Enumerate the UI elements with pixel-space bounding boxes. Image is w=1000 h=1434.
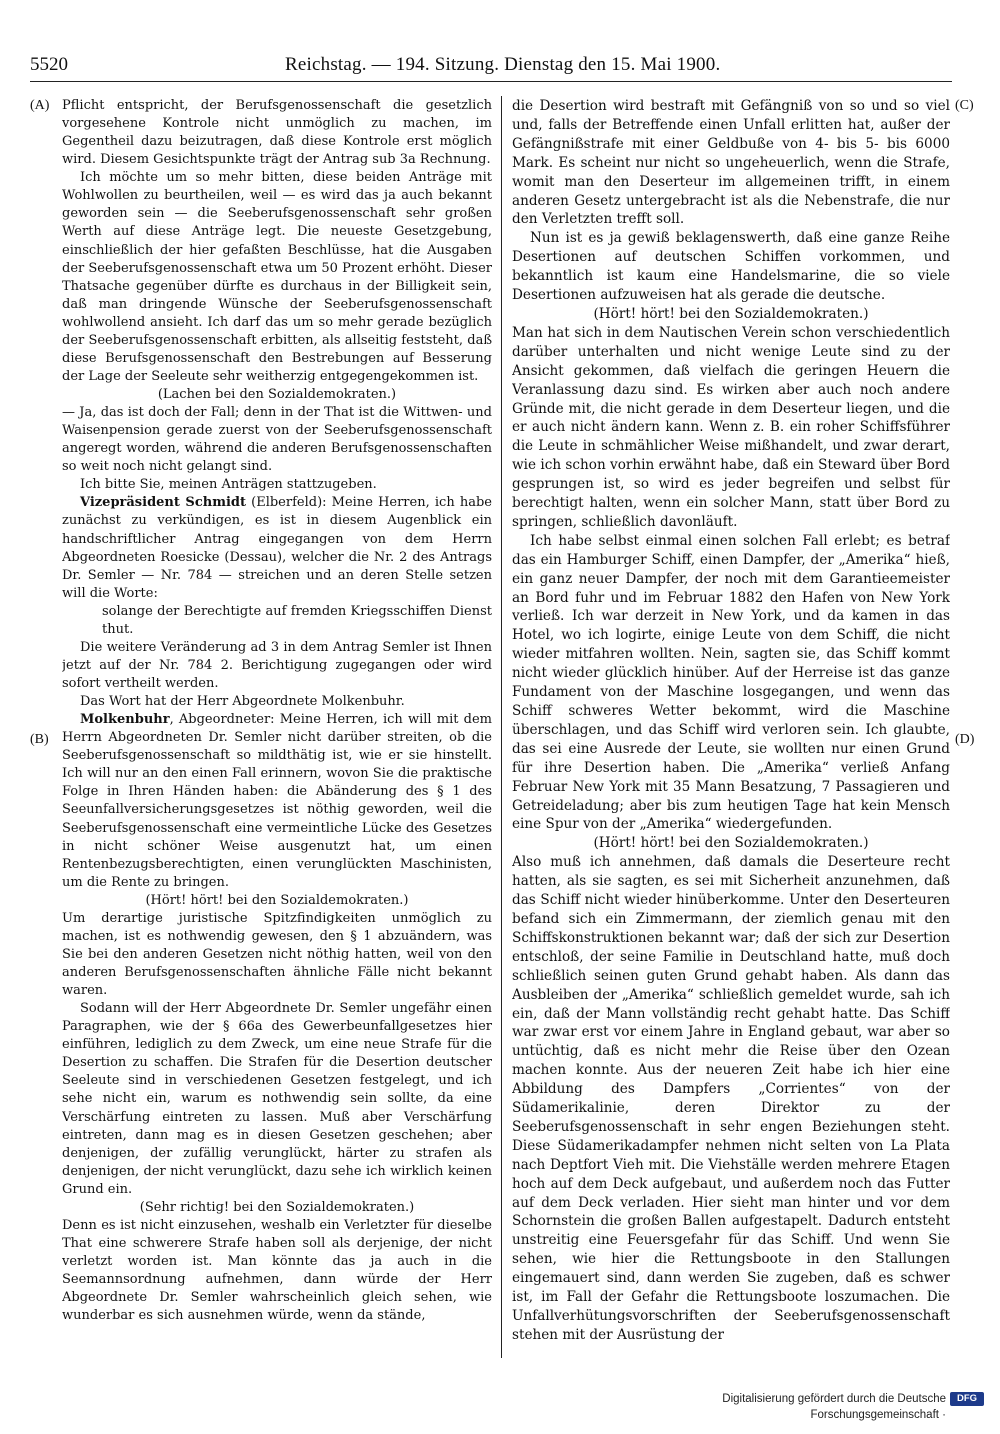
interjection: (Sehr richtig! bei den Sozialdemokraten.) xyxy=(139,1199,415,1215)
paragraph: solange der Berechtigte auf fremden Kriegsschiffen Dienst thut. xyxy=(102,603,492,637)
paragraph xyxy=(62,711,492,892)
paragraph: Ich möchte um so mehr bitten, diese beiden Anträge mit Wohlwollen zu beurtheilen, weil — es wird das ja auch bekannt geworden sein — die Seeberufsgenossenschaft sehr großen Werth auf diese Anträge legt. Die neueste Gesetzgebung, einschließlich der hier gefaßten Beschlüsse, hat die Ausgaben der Seeberufsgenossenschaft etwa um 50 Prozent erhöht. Dieser Thatsache gegenüber dürfte es durchaus in der Billigkeit sein, daß man dringende Wünsche der Seeberufsgenossenschaft wohlwollend ansieht. Ich darf das um so mehr gerade bezüglich der Seeberufsgenossenschaft erbitten, als allseitig feststeht, daß diese Berufsgenossenschaft den Bestrebungen auf Besserung der Lage der Seeleute sehr weitherzig entgegengekommen ist. xyxy=(62,170,492,384)
paragraph: Die weitere Veränderung ad 3 in dem Antrag Semler ist Ihnen jetzt auf der Nr. 784 2. Berichtigung zugegangen oder wird sofort vertheilt werden. xyxy=(62,639,492,691)
interjection: (Hört! hört! bei den Sozialdemokraten.) xyxy=(145,892,409,908)
paragraph: die Desertion wird bestraft mit Gefängniß von so und so viel und, falls der Betreffende einen Unfall erlitten hat, außer der Gefängnißstrafe mit einer Geldbuße von 4- bis 5- bis 6000 Mark. Es scheint nur nicht so ungeheuerlich, wenn die Strafe, womit man den Deserteur im allgemeinen trifft, in einem anderen Gesetz untergebracht ist als die Nebenstrafe, die nur den Verletzten trefft soll. xyxy=(512,98,950,228)
dfg-logo: DFG xyxy=(950,1392,984,1406)
paragraph: Nun ist es ja gewiß beklagenswerth, daß eine ganze Reihe Desertionen auf deutschen Schiffen vorkommen, und bekanntlich ist kaum eine Handelsmarine, die so viele Desertionen aufzuweisen hat als gerade die deutsche. xyxy=(512,230,950,304)
interjection: (Hört! hört! bei den Sozialdemokraten.) xyxy=(593,305,869,322)
paragraph: Man hat sich in dem Nautischen Verein schon verschiedentlich darüber unterhalten und nicht wenige Leute sind zu der Ansicht gekommen, daß vielfach die geringen Heuern die Veranlassung dazu sind. Es wirken aber auch noch andere Gründe mit, die nicht gerade in dem Deserteur liegen, und die er auch nicht ändern kann. Wenn z. B. ein roher Schiffsführer die Leute in schmählicher Weise mißhandelt, und zwar derart, wie ich schon vorhin erwähnt habe, daß ein Steward über Bord gesprungen ist, so wird es jeder begreifen und selbst für berechtigt halten, wenn ein solcher Mann, statt über Bord zu springen, schließlich davonläuft. xyxy=(512,324,950,530)
margin-marker-a: (A) xyxy=(30,98,50,113)
right-column xyxy=(512,97,950,1359)
interjection: (Lachen bei den Sozialdemokraten.) xyxy=(157,387,397,402)
paragraph: Also muß ich annehmen, daß damals die Deserteure recht hatten, als sie sagten, es sei mit Sicherheit anzunehmen, daß das Schiff nicht wieder hinüberkomme. Unter den Deserteuren befand sich ein Zimmermann, der ziemlich genau mit den Schiffskonstruktionen bekannt war; daß der sich zur Desertion entschloß, der seine Familie in Deutschland hatte, muß doch schließlich seinen guten Grund gehabt haben. Als dann das Ausbleiben der „Amerika“ schließlich gemeldet wurde, sah ich ein, daß der Mann vollständig recht gehabt hatte. Das Schiff war zwar erst vor einem Jahre in England gebaut, war aber so untüchtig, daß es nicht mehr die Reise über den Ozean machen konnte. Aus der neueren Zeit habe ich hier eine Abbildung des Dampfers „Corrientes“ von der Südamerikalinie, deren Direktor zu der Seeberufsgenossenschaft in sehr engen Beziehungen steht. Diese Südamerikadampfer nehmen nicht selten von La Plata nach Deptfort Vieh mit. Die Viehställe werden mehrere Etagen hoch auf dem Deck aufgebaut, und außerdem noch das Futter auf dem Deck verladen. Hier sieht man hinter und vor dem Schornstein die großen Ballen aufgestapelt. Dadurch entsteht unstreitig eine Feuersgefahr für das Schiff. Und wenn Sie sehen, wie hier die Rettungsboote in den Stallungen eingemauert sind, dann werden Sie zugeben, daß es schwer ist, im Fall der Gefahr die Rettungsboote loszumachen. Die Unfallverhütungsvorschriften der Seeberufsgenossenschaft stehen mit der Ausrüstung der xyxy=(512,854,950,1343)
digitization-credit: Digitalisierung gefördert durch die Deutsche Forschungsgemeinschaft · xyxy=(722,1393,946,1421)
left-column xyxy=(62,97,492,1359)
paragraph: — Ja, das ist doch der Fall; denn in der That ist die Wittwen- und Waisenpension gerade zuerst von der Seeberufsgenossenschaft angeregt worden, während die anderen Berufsgenossenschaften so weit noch nicht gelangt sind. xyxy=(62,405,492,475)
speech-text: (Elberfeld): Meine Herren, ich habe zunächst zu verkündigen, es ist in diesem Augenblick ein handschriftlicher Antrag eingegangen von dem Herrn Abgeordneten Roesicke (Dessau), welcher die Nr. 2 des Antrags Dr. Semler — Nr. 784 — streichen und an deren Stelle setzen will die Worte: xyxy=(62,495,492,601)
margin-marker-b: (B) xyxy=(30,732,49,747)
speaker-name: Molkenbuhr xyxy=(80,712,170,728)
margin-marker-c: (C) xyxy=(955,98,974,113)
speaker-name: Vizepräsident Schmidt xyxy=(80,495,246,511)
paragraph: Ich bitte Sie, meinen Anträgen stattzugeben. xyxy=(80,477,377,493)
paragraph: Um derartige juristische Spitzfindigkeiten unmöglich zu machen, ist es nothwendig gewesen, den § 1 abzuändern, was Sie bei den anderen Gesetzen nicht nöthig hatten, weil von den anderen Berufsgenossenschaften ähnliche Fälle nicht bekannt waren. xyxy=(62,910,492,999)
margin-marker-d: (D) xyxy=(955,732,975,747)
paragraph: Ich habe selbst einmal einen solchen Fall erlebt; es betraf das ein Hamburger Schiff, einen Dampfer, der „Amerika“ hieß, ein ganz neuer Dampfer, der noch mit dem Garantieemeister an Bord fuhr und im Februar 1882 den Hafen von New York verließ. Ich war derzeit in New York, und da kamen in das Hotel, wo ich logirte, einige Leute von dem Schiff, die nicht wieder mitfahren wollten. Nein, sagten sie, das Schiff kommt nicht wieder glücklich hinüber. Auf der Herreise ist das ganze Fundament von der Maschine losgegangen, und wenn das Schiff schweres Wetter bekommt, wird die Maschine überschlagen, und das Schiff wird verloren sein. Ich glaubte, das sei eine Ausrede der Leute, sie wollten nur einen Grund für ihre Desertion haben. Die „Amerika“ verließ Anfang Februar New York mit 35 Mann Besatzung, 7 Passagieren und Getreideladung; aber bis zum heutigen Tage hat kein Mensch eine Spur von der „Amerika“ wiedergefunden. xyxy=(512,532,950,833)
interjection: (Hört! hört! bei den Sozialdemokraten.) xyxy=(593,835,869,852)
header-rule xyxy=(30,81,952,82)
running-title: Reichstag. — 194. Sitzung. Dienstag den 15. Mai 1900. xyxy=(285,54,721,75)
column-divider xyxy=(501,96,502,1358)
paragraph: Das Wort hat der Herr Abgeordnete Molkenbuhr. xyxy=(80,694,405,710)
page-number: 5520 xyxy=(30,54,68,75)
paragraph: Sodann will der Herr Abgeordnete Dr. Semler ungefähr einen Paragraphen, wie der § 66a des Gewerbeunfallgesetzes hier einführen, lediglich zu dem Zweck, um eine neue Strafe für die Desertion zu schaffen. Die Strafen für die Desertion deutscher Seeleute sind in verschiedenen Gesetzen festgelegt, und ich sehe nicht ein, warum es nothwendig sein sollte, da eine Verschärfung eintreten zu lassen. Muß aber Verschärfung eintreten, dann mag es in diesen Gesetzen geschehen; aber denjenigen, der zufällig verunglückt, härter zu strafen als denjenigen, der nicht verunglückt, dazu sehe ich wirklich keinen Grund ein. xyxy=(62,1001,492,1197)
paragraph: Denn es ist nicht einzusehen, weshalb ein Verletzter für dieselbe That eine schwerere Strafe haben soll als derjenige, der nicht verletzt worden ist. Man könnte das ja auch in die Seemannsordnung aufnehmen, dann würde der Herr Abgeordnete Dr. Semler wahrscheinlich gleich sehen, wie wunderbar es sich ausnehmen würde, wenn da stände, xyxy=(62,1217,492,1324)
paragraph xyxy=(62,494,492,602)
page-header xyxy=(30,52,968,78)
speech-text: , Abgeordneter: Meine Herren, ich will mit dem Herrn Abgeordneten Dr. Semler nicht darüber streiten, ob die Seeberufsgenossenschaft so mildthätig ist, wie er sie hinstellt. Ich will nur an den einen Fall erinnern, wovon Sie die praktische Folge in Ihren Händen haben: die Abänderung des § 1 des Seeunfallversicherungsgesetzes ist nöthig geworden, weil die Seeberufsgenossenschaft eine vermeintliche Lücke des Gesetzes in nicht schöner Weise ausgenutzt hat, um einen Rentenbezugsberechtigten, einen verunglückten Maschinisten, um die Rente zu bringen. xyxy=(62,712,492,890)
paragraph: Pflicht entspricht, der Berufsgenossenschaft die gesetzlich vorgesehene Kontrole nicht unmöglich zu machen, im Gegentheil dazu beizutragen, daß diese Kontrole erst möglich wird. Diesem Gesichtspunkte trägt der Antrag sub 3a Rechnung. xyxy=(62,98,492,168)
